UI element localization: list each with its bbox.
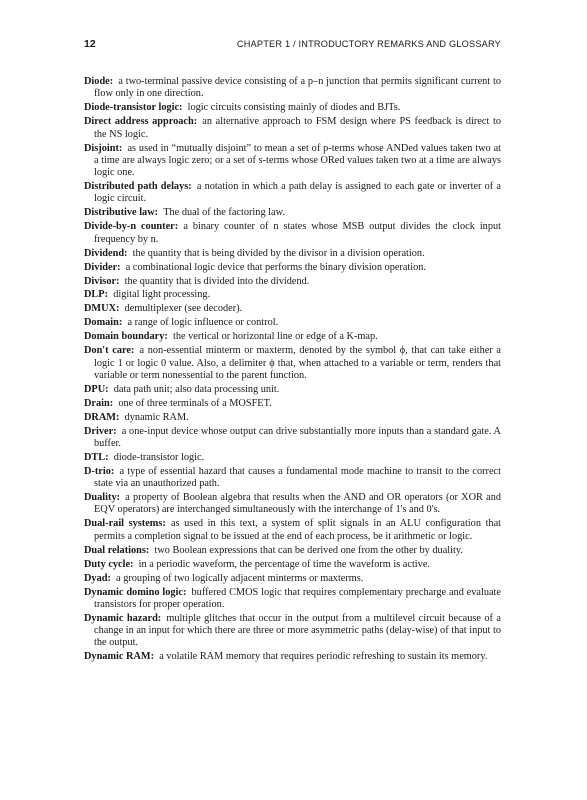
glossary-term: Driver: [84,425,117,437]
glossary-term: Duty cycle: [84,558,134,570]
glossary-term: Dynamic hazard: [84,612,162,624]
glossary-definition: a combinational logic device that performs the binary division operation. [125,261,427,273]
glossary-definition: a grouping of two logically adjacent minterms or maxterms. [116,572,364,584]
glossary-entry [84,613,501,650]
glossary-definition: as used in this text, a system of split signals in an ALU configuration that permits a completion signal to be issued at the end of each process, be it arithmetic or logic. [94,518,502,542]
glossary-entry [84,466,501,491]
glossary-entry [84,573,501,585]
glossary-entry [84,248,501,260]
glossary-term: Dynamic domino logic: [84,586,187,598]
glossary-definition: digital light processing. [113,289,211,301]
glossary-term: DPU: [84,383,109,395]
glossary-entry [84,276,501,288]
glossary-definition: the quantity that is divided into the dividend. [124,275,310,287]
glossary-entry [84,426,501,451]
glossary-definition: a one-input device whose output can drive substantially more inputs than a standard gate. A buffer. [94,425,501,449]
glossary-definition: as used in “mutually disjoint” to mean a set of p-terms whose ANDed values taken two at a time are always logic zero; or a set of s-terms whose ORed values taken two at a time are always logic one. [94,142,501,179]
glossary-entry [84,545,501,557]
glossary-term: Duality: [84,492,121,504]
glossary-entry [84,207,501,219]
glossary-entry [84,317,501,329]
glossary-entry [84,303,501,315]
glossary-entry [84,331,501,343]
glossary-entry [84,384,501,396]
running-head: CHAPTER 1 / INTRODUCTORY REMARKS AND GLOSSARY [236,39,501,49]
glossary-definition: two Boolean expressions that can be derived one from the other by duality. [154,544,463,556]
glossary-entry [84,398,501,410]
glossary-entry [84,289,501,301]
glossary-entry [84,345,501,382]
page-number: 12 [84,38,96,50]
glossary-term: Dynamic RAM: [84,651,155,663]
glossary-term: Disjoint: [84,142,123,154]
glossary-term: Direct address approach: [84,116,198,128]
glossary-entry [84,587,501,612]
glossary-definition: the vertical or horizontal line or edge of a K-map. [172,331,378,343]
glossary-term: Diode: [84,76,114,87]
glossary-term: Dual relations: [84,544,150,556]
glossary-entry [84,221,501,246]
glossary-entry [84,143,501,180]
glossary-definition: a volatile RAM memory that requires periodic refreshing to sustain its memory. [159,651,488,663]
glossary-term: Divider: [84,261,121,273]
glossary-term: Divisor: [84,275,120,287]
glossary-definition: an alternative approach to FSM design where PS feedback is direct to the NS logic. [94,116,501,140]
glossary-definition: a non-essential minterm or maxterm, denoted by the symbol ϕ, that can take either a logic 1 or logic 0 value. Also, a delimiter ϕ that, when attached to a variable or term, renders that variable or term nonessential to the parent function. [94,345,501,381]
glossary-term: Dividend: [84,247,128,259]
glossary-term: Diode-transistor logic: [84,102,183,114]
glossary-entry [84,651,501,663]
glossary-definition: multiple glitches that occur in the output from a multilevel circuit because of a change in an input for which there are three or more asymmetric paths (delay-wise) of that input to the output. [94,612,501,649]
glossary-entry [84,102,501,114]
glossary-entry [84,262,501,274]
glossary-term: Dyad: [84,572,111,584]
glossary-list [84,76,501,664]
glossary-definition: a type of essential hazard that causes a fundamental mode machine to transit to the correct state via an unauthorized path. [94,465,501,490]
glossary-term: Domain: [84,317,123,329]
glossary-definition: in a periodic waveform, the percentage of time the waveform is active. [138,558,430,570]
glossary-definition: demultiplexer (see decoder). [124,303,243,315]
glossary-term: Don't care: [84,345,135,357]
glossary-entry [84,412,501,424]
glossary-definition: a range of logic influence or control. [127,317,279,329]
glossary-term: Dual-rail systems: [84,518,166,530]
glossary-definition: one of three terminals of a MOSFET. [118,397,272,409]
glossary-term: DLP: [84,289,109,301]
page-header [84,38,501,58]
glossary-definition: dynamic RAM. [124,411,189,423]
glossary-entry [84,181,501,206]
glossary-definition: a notation in which a path delay is assigned to each gate or inverter of a logic circuit. [94,181,501,205]
glossary-definition: a binary counter of n states whose MSB output divides the clock input frequency by n. [94,221,501,245]
glossary-term: Distributive law: [84,207,159,219]
glossary-term: DRAM: [84,411,120,423]
glossary-entry [84,492,501,517]
glossary-term: Drain: [84,397,114,409]
glossary-term: DTL: [84,451,109,463]
glossary-definition: the quantity that is being divided by the divisor in a division operation. [132,247,425,259]
glossary-term: Domain boundary: [84,331,168,343]
glossary-entry [84,452,501,464]
glossary-definition: The dual of the factoring law. [163,207,285,219]
glossary-term: Divide-by-n counter: [84,221,179,233]
glossary-entry [84,116,501,141]
glossary-definition: a property of Boolean algebra that results when the AND and OR operators (or XOR and EQV operators) are interchanged simultaneously with the interchange of 1's and 0's. [94,492,501,516]
glossary-definition: buffered CMOS logic that requires complementary precharge and evaluate transistors for proper operation. [94,586,501,610]
glossary-definition: diode-transistor logic. [113,451,205,463]
glossary-term: D-trio: [84,465,115,477]
glossary-term: DMUX: [84,303,120,315]
glossary-definition: logic circuits consisting mainly of diodes and BJTs. [187,102,401,114]
glossary-entry [84,76,501,101]
glossary-term: Distributed path delays: [84,181,192,193]
glossary-definition: data path unit; also data processing unit. [113,383,280,395]
glossary-entry [84,518,501,543]
glossary-definition: a two-terminal passive device consisting of a p–n junction that permits significant current to flow only in one direction. [94,76,501,100]
glossary-entry [84,559,501,571]
